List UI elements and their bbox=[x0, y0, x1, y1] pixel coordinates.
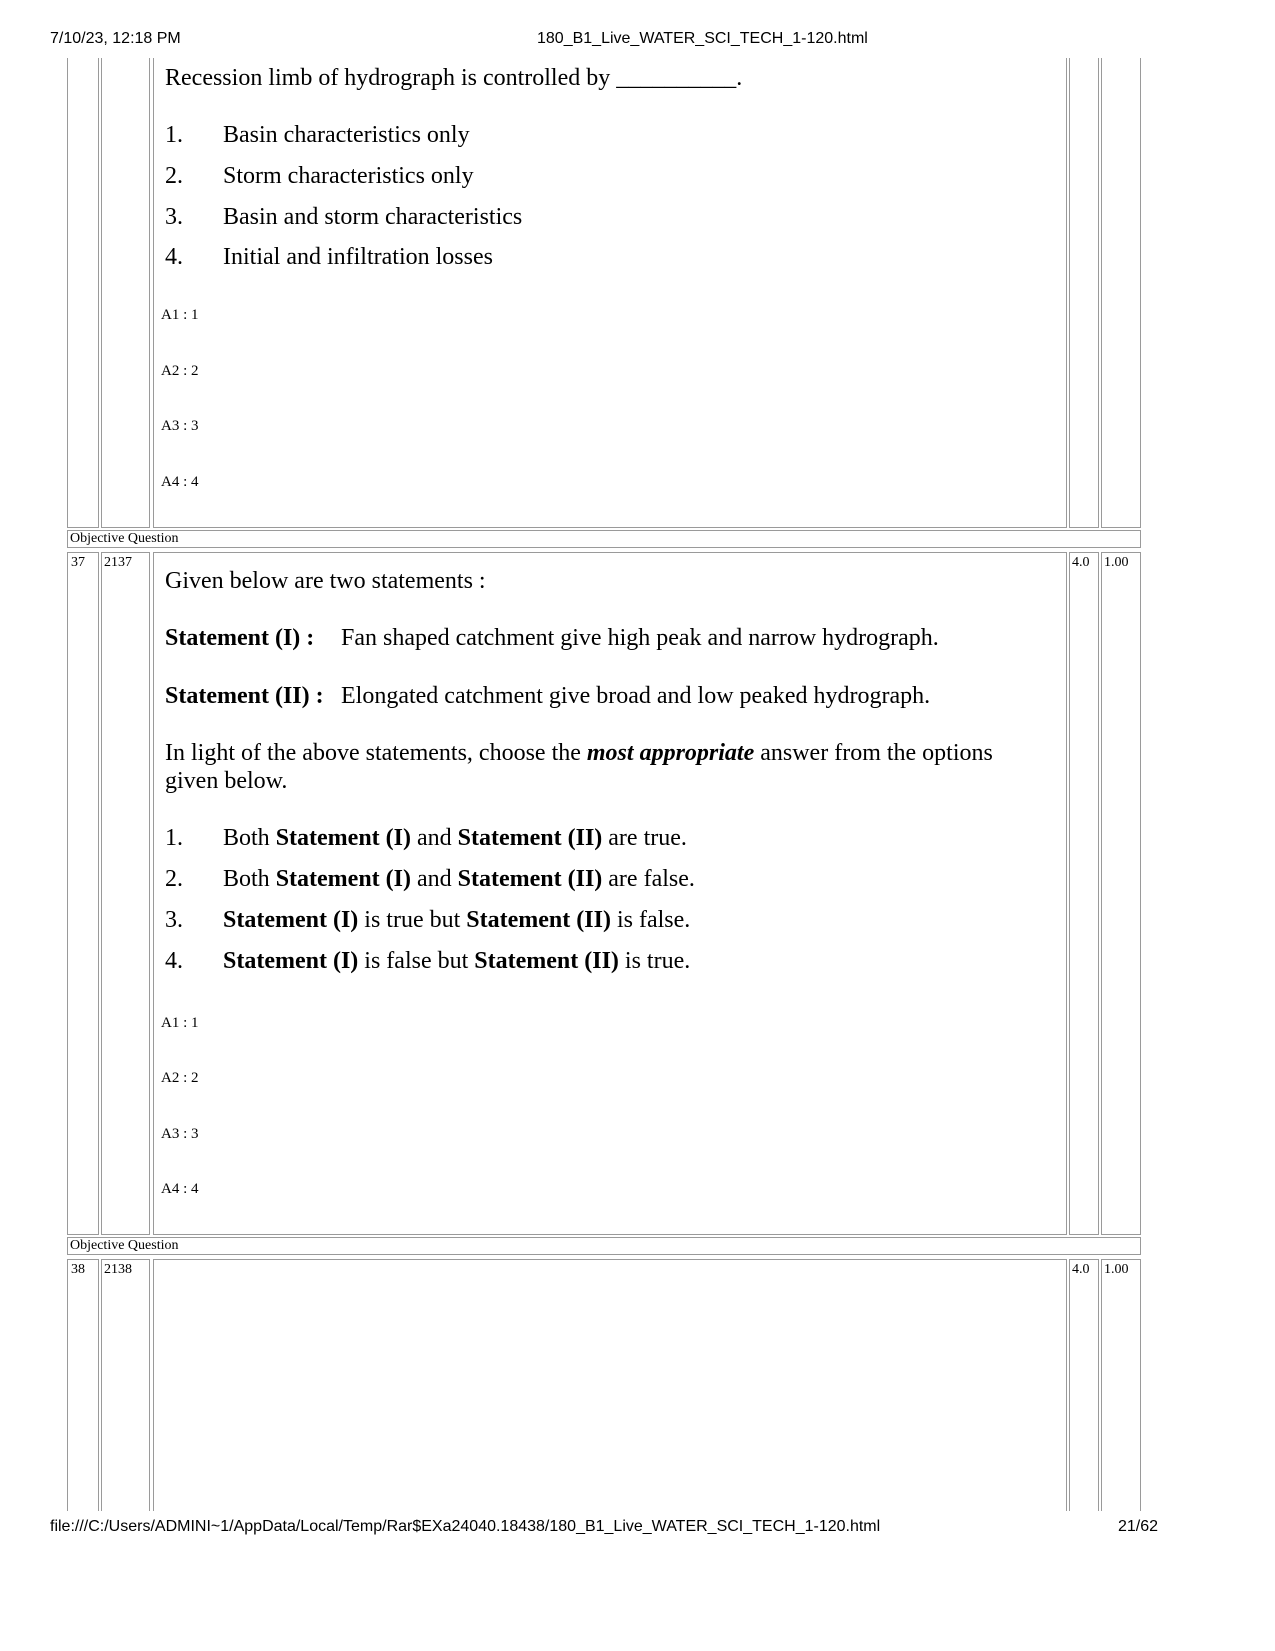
section-label: Objective Question bbox=[70, 531, 179, 546]
q37-option-3-statement-1: Statement (I) bbox=[223, 907, 359, 933]
q37-instruction-emphasis: most appropriate bbox=[586, 740, 755, 766]
q37-negative-marks: 1.00 bbox=[1104, 555, 1129, 570]
q37-serial-number: 37 bbox=[71, 555, 85, 570]
q38-negative-marks: 1.00 bbox=[1104, 1262, 1129, 1277]
q36-answer-4: A4 : 4 bbox=[161, 474, 199, 490]
q38-marks-cell bbox=[1069, 1259, 1099, 1511]
q37-qid-cell bbox=[101, 552, 150, 1235]
q37-intro: Given below are two statements : bbox=[165, 568, 486, 594]
q37-option-1-statement-2: Statement (II) bbox=[457, 825, 603, 851]
q36-option-3-number: 3. bbox=[165, 204, 183, 230]
print-file-path: file:///C:/Users/ADMINI~1/AppData/Local/Temp/Rar$EXa24040.18438/180_B1_Live_WATER_SCI_TECH_1-120.html bbox=[50, 1518, 881, 1535]
q37-marks-cell bbox=[1069, 552, 1099, 1235]
q36-option-4-number: 4. bbox=[165, 244, 183, 270]
q36-option-2-text: Storm characteristics only bbox=[223, 163, 474, 189]
print-page-number: 21/62 bbox=[1118, 1518, 1159, 1535]
q37-instruction-line-1 bbox=[165, 738, 1045, 768]
q37-instruction-line-2: given below. bbox=[165, 768, 288, 794]
q37-option-2-part-2: and bbox=[416, 866, 452, 892]
q37-option-4-number: 4. bbox=[165, 948, 183, 974]
q37-option-4-part-2: is false but bbox=[364, 948, 469, 974]
q37-option-1-part-3: are true. bbox=[608, 825, 687, 851]
q36-option-1-text: Basin characteristics only bbox=[223, 122, 470, 148]
q37-option-2-statement-1: Statement (I) bbox=[275, 866, 411, 892]
q37-option-3-part-3: is false. bbox=[616, 907, 691, 933]
q37-option-1-part-1: Both bbox=[223, 825, 270, 851]
section-label-row-2 bbox=[67, 1237, 1141, 1255]
q37-option-2-text bbox=[223, 864, 695, 894]
q37-option-2-part-1: Both bbox=[223, 866, 270, 892]
q37-answer-2: A2 : 2 bbox=[161, 1070, 199, 1086]
q37-option-2-statement-2: Statement (II) bbox=[457, 866, 603, 892]
q37-option-4-statement-1: Statement (I) bbox=[223, 948, 359, 974]
q37-option-3-part-2: is true but bbox=[364, 907, 461, 933]
q36-qid-cell bbox=[101, 58, 150, 528]
q37-marks: 4.0 bbox=[1072, 555, 1090, 570]
q37-option-2-part-3: are false. bbox=[608, 866, 695, 892]
q37-option-3-text bbox=[223, 905, 690, 935]
q37-answer-4: A4 : 4 bbox=[161, 1181, 199, 1197]
q37-instruction-a: In light of the above statements, choose the bbox=[165, 740, 581, 766]
q38-marks: 4.0 bbox=[1072, 1262, 1090, 1277]
q36-option-2-number: 2. bbox=[165, 163, 183, 189]
q37-statement-2-label: Statement (II) : bbox=[165, 683, 324, 709]
q36-sno-cell bbox=[67, 58, 99, 528]
q37-statement-1-text: Fan shaped catchment give high peak and narrow hydrograph. bbox=[341, 625, 939, 651]
q37-instruction-c: answer from the options bbox=[760, 740, 993, 766]
q36-option-1-number: 1. bbox=[165, 122, 183, 148]
q37-option-1-part-2: and bbox=[416, 825, 452, 851]
section-label-row bbox=[67, 530, 1141, 548]
q36-answer-3: A3 : 3 bbox=[161, 418, 199, 434]
q36-neg-cell bbox=[1101, 58, 1141, 528]
print-datetime: 7/10/23, 12:18 PM bbox=[50, 30, 181, 47]
q38-question-id: 2138 bbox=[104, 1262, 132, 1277]
q37-option-1-text bbox=[223, 823, 687, 853]
q37-answer-3: A3 : 3 bbox=[161, 1126, 199, 1142]
q38-serial-number: 38 bbox=[71, 1262, 85, 1277]
q38-qid-cell bbox=[101, 1259, 150, 1511]
q37-statement-1-label: Statement (I) : bbox=[165, 625, 315, 651]
q36-option-4-text: Initial and infiltration losses bbox=[223, 244, 493, 270]
q36-marks-cell bbox=[1069, 58, 1099, 528]
section-label-2: Objective Question bbox=[70, 1238, 179, 1253]
q38-sno-cell bbox=[67, 1259, 99, 1511]
q38-neg-cell bbox=[1101, 1259, 1141, 1511]
q36-answer-1: A1 : 1 bbox=[161, 307, 199, 323]
q37-option-3-number: 3. bbox=[165, 907, 183, 933]
q37-statement-2 bbox=[165, 681, 931, 711]
q37-option-4-text bbox=[223, 946, 690, 976]
print-title: 180_B1_Live_WATER_SCI_TECH_1-120.html bbox=[537, 30, 868, 47]
q37-sno-cell bbox=[67, 552, 99, 1235]
q36-answer-2: A2 : 2 bbox=[161, 363, 199, 379]
q37-option-1-statement-1: Statement (I) bbox=[275, 825, 411, 851]
q38-question-cell bbox=[153, 1259, 1067, 1511]
q36-question-text: Recession limb of hydrograph is controlled by __________. bbox=[165, 65, 743, 91]
q37-option-4-statement-2: Statement (II) bbox=[474, 948, 619, 974]
q37-option-3-statement-2: Statement (II) bbox=[466, 907, 611, 933]
q37-neg-cell bbox=[1101, 552, 1141, 1235]
q37-option-1-number: 1. bbox=[165, 825, 183, 851]
q37-answer-1: A1 : 1 bbox=[161, 1015, 199, 1031]
q37-option-2-number: 2. bbox=[165, 866, 183, 892]
q37-question-id: 2137 bbox=[104, 555, 132, 570]
q37-statement-1 bbox=[165, 623, 939, 653]
q37-statement-2-text: Elongated catchment give broad and low peaked hydrograph. bbox=[341, 683, 931, 709]
q36-option-3-text: Basin and storm characteristics bbox=[223, 204, 523, 230]
q37-option-4-part-3: is true. bbox=[624, 948, 691, 974]
